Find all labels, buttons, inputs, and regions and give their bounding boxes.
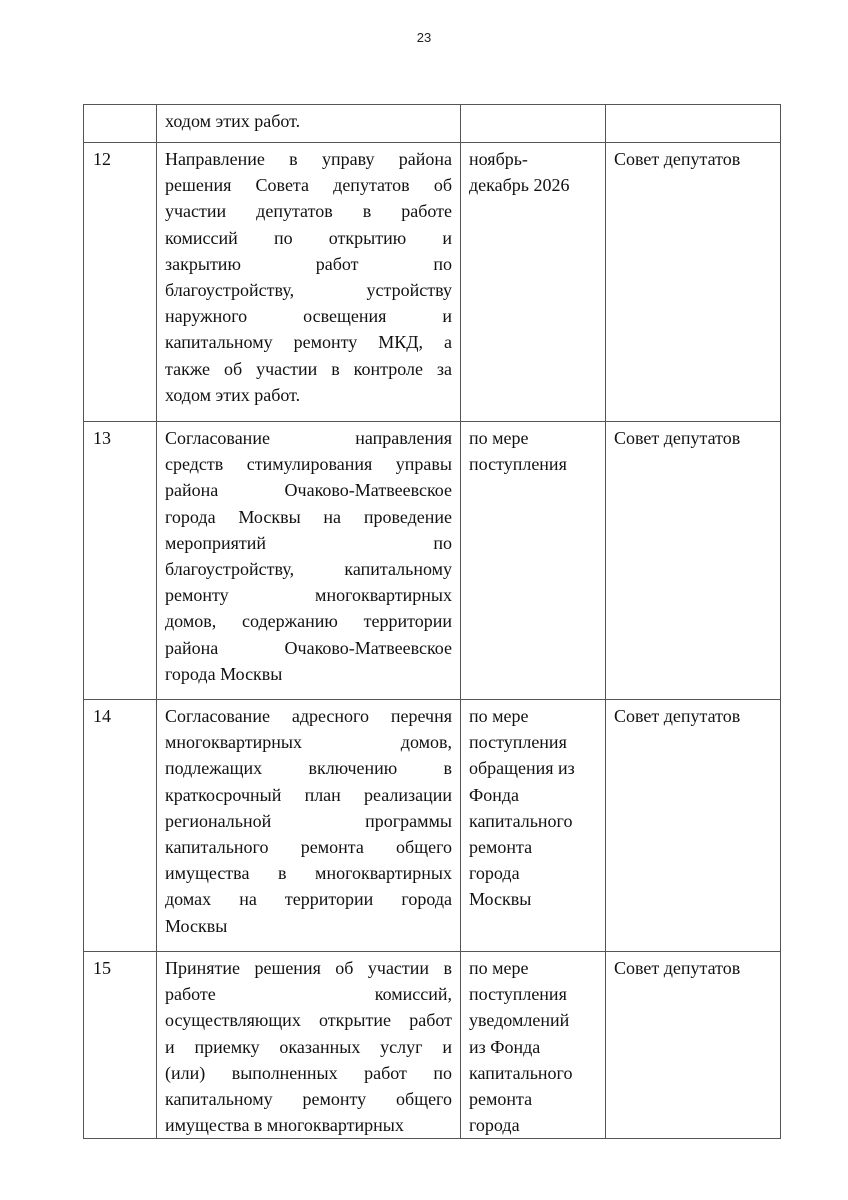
responsible-text: Совет депутатов [614,706,741,726]
action-text-line: наружного освещения и [165,306,452,327]
action-text-line: капитальному ремонту МКД, а [165,332,452,353]
deadline-text-line: из Фонда [469,1036,541,1057]
action-text-line: капитальному ремонту общего [165,1088,452,1109]
action-text-line: мероприятий по [165,532,452,553]
deadline-text-line: поступления [469,984,567,1005]
action-cell [157,700,461,952]
action-text-line: ходом этих работ. [165,384,301,405]
deadline-text-line: капитального [469,810,573,831]
deadline-text-line: ремонта [469,1088,533,1109]
deadline-cell [461,143,606,422]
action-text-line: имущества в многоквартирных [165,1115,404,1136]
action-text-line: комиссий по открытию и [165,227,452,248]
deadline-text-line: капитального [469,1062,573,1083]
deadline-text-line: по мере [469,958,529,978]
action-text-line: осуществляющих открытие работ [165,1010,452,1031]
deadline-text-line: Фонда [469,784,520,805]
item-number-cell [84,422,157,700]
action-text-line: капитального ремонта общего [165,836,452,857]
action-text-line: домов, содержанию территории [165,611,452,632]
action-text-line: (или) выполненных работ по [165,1062,452,1083]
action-text-line: работе комиссий, [165,984,452,1005]
item-number: 12 [93,149,111,169]
action-text-line: благоустройству, устройству [165,279,452,300]
action-text-line: подлежащих включению в [165,758,452,779]
responsible-text: Совет депутатов [614,958,741,978]
deadline-text-line: обращения из [469,758,575,779]
action-text-line: Направление в управу района [165,149,452,169]
deadline-cell [461,952,606,1139]
item-number: 13 [93,428,111,448]
responsible-cell [606,422,781,700]
responsible-cell [606,700,781,952]
item-number-cell [84,952,157,1139]
action-text-line: имущества в многоквартирных [165,863,452,884]
action-text-line: решения Совета депутатов об [165,175,452,196]
action-text-line: города Москвы [165,663,283,684]
deadline-cell [461,105,606,143]
item-number [84,105,156,108]
action-text-line: Согласование направления [165,428,452,448]
action-cell [157,143,461,422]
item-number: 15 [93,958,111,978]
deadline-text-line: декабрь 2026 [469,175,570,196]
responsible-cell [606,105,781,143]
deadline-text-line: поступления [469,454,567,475]
deadline-text-line: уведомлений [469,1010,570,1031]
table-row [84,105,781,143]
deadline-text-line: поступления [469,732,567,753]
deadline-text-line: по мере [469,706,529,726]
table-row [84,143,781,422]
action-text-line: участии депутатов в работе [165,201,452,222]
page-number: 23 [416,30,432,45]
responsible-text: Совет депутатов [614,428,741,448]
action-text-line: Москвы [165,915,228,936]
action-text-line: краткосрочный план реализации [165,784,452,805]
deadline-cell [461,700,606,952]
action-text-line: благоустройству, капитальному [165,558,452,579]
action-cell [157,952,461,1139]
action-text-line: Принятие решения об участии в [165,958,452,978]
action-text-line: также об участии в контроле за [165,358,452,379]
responsible-cell [606,952,781,1139]
action-text-line: района Очаково-Матвеевское [165,480,452,501]
responsible-text [614,108,772,134]
action-text-line: ремонту многоквартирных [165,585,452,606]
action-text-line: и приемку оказанных услуг и [165,1036,452,1057]
deadline-text-line: ремонта [469,836,533,857]
responsible-text: Совет депутатов [614,149,741,169]
action-text-line: ходом этих работ. [165,111,301,131]
item-number: 14 [93,706,111,726]
item-number-cell [84,700,157,952]
deadline-cell [461,422,606,700]
action-text-line: закрытию работ по [165,253,452,274]
table-row [84,422,781,700]
action-cell [157,422,461,700]
item-number-cell [84,105,157,143]
action-text-line: региональной программы [165,810,452,831]
action-text-line: домах на территории города [165,889,452,910]
deadline-text-line: ноябрь- [469,149,528,169]
deadline-text-line: города [469,1115,520,1136]
deadline-text-line: Москвы [469,889,532,910]
table-row [84,700,781,952]
action-cell [157,105,461,143]
item-number-cell [84,143,157,422]
action-text-line: средств стимулирования управы [165,454,452,475]
plan-table [83,104,781,1139]
action-text-line: многоквартирных домов, [165,732,452,753]
table-row [84,952,781,1139]
deadline-text-line: города [469,863,520,884]
action-text-line: района Очаково-Матвеевское [165,637,452,658]
action-text-line: Согласование адресного перечня [165,706,452,726]
responsible-cell [606,143,781,422]
deadline-text-line: по мере [469,428,529,448]
action-text-line: города Москвы на проведение [165,506,452,527]
